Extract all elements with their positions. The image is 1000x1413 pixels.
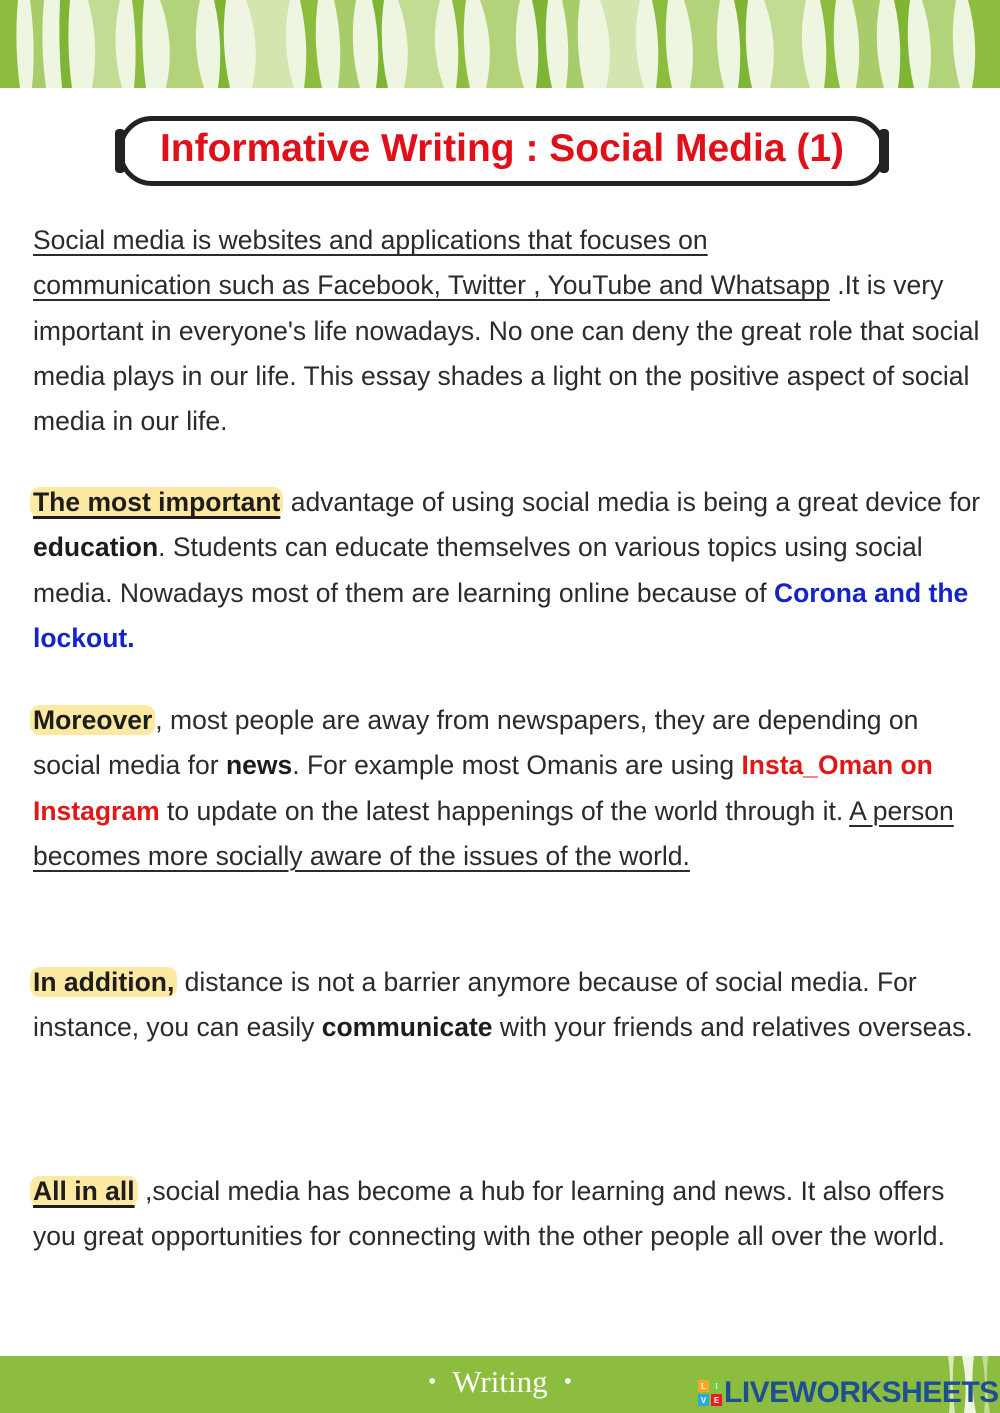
p2-red-insta-oman: Insta_Oman on Instagram	[33, 750, 933, 826]
p3-bold-communicate: communicate	[321, 1012, 493, 1043]
highlight-all-in-all: All in all	[30, 1176, 138, 1206]
p1-bold-education: education	[33, 532, 159, 563]
svg-text:I: I	[715, 1382, 718, 1391]
p1-blue-corona: Corona and the lockout.	[33, 577, 969, 653]
footer-bullet-right: •	[563, 1369, 572, 1395]
p2-text3: to update on the latest happenings of the world through it.	[159, 795, 850, 826]
liveworksheets-brand-text: LIVEWORKSHEETS	[724, 1376, 999, 1409]
p1-text2: . Students can educate themselves on various topics using social media. Nowadays most of them are learning online because of	[33, 532, 923, 608]
footer-writing-label: Writing	[452, 1364, 548, 1399]
liveworksheets-logo-icon	[698, 1380, 722, 1406]
page-title: Informative Writing : Social Media (1)	[159, 127, 845, 170]
highlight-in-addition: In addition,	[30, 967, 177, 997]
intro-underlined-line2: communication such as Facebook, Twitter , YouTube and Whatsapp	[33, 270, 830, 301]
decorative-top-banner	[0, 0, 1000, 88]
paragraph-communication	[33, 960, 993, 1051]
svg-text:V: V	[700, 1396, 707, 1405]
svg-text:L: L	[701, 1382, 706, 1391]
p3-text2: with your friends and relatives overseas.	[492, 1012, 973, 1043]
intro-paragraph	[33, 218, 993, 444]
paragraph-news	[33, 698, 993, 879]
p2-text1: , most people are away from newspapers, they are depending on social media for	[33, 705, 919, 781]
highlight-most-important: The most important	[30, 487, 283, 517]
svg-text:E: E	[713, 1396, 720, 1405]
p1-text1: advantage of using social media is being a great device for	[283, 487, 981, 517]
footer-bullet-left: •	[428, 1369, 437, 1395]
p4-text1: ,social media has become a hub for learning and news. It also offers you great opportunities for connecting with the other people all over the world.	[33, 1176, 945, 1252]
intro-underlined-line1: Social media is websites and applications that focuses on	[33, 225, 708, 255]
highlight-moreover: Moreover	[30, 705, 155, 735]
p3-text1: distance is not a barrier anymore because of social media. For instance, you can easily	[33, 967, 917, 1043]
paragraph-conclusion	[33, 1169, 993, 1260]
title-frame	[118, 116, 886, 186]
p2-text2: . For example most Omanis are using	[292, 750, 742, 781]
p2-underlined-sentence: A person becomes more socially aware of the issues of the world.	[33, 795, 954, 871]
paragraph-education	[33, 480, 993, 661]
p2-bold-news: news	[225, 750, 293, 781]
intro-text: .It is very important in everyone's life nowadays. No one can deny the great role that social media plays in our life. This essay shades a light on the positive aspect of social media in our life.	[33, 270, 980, 437]
liveworksheets-brand[interactable]	[698, 1376, 999, 1410]
